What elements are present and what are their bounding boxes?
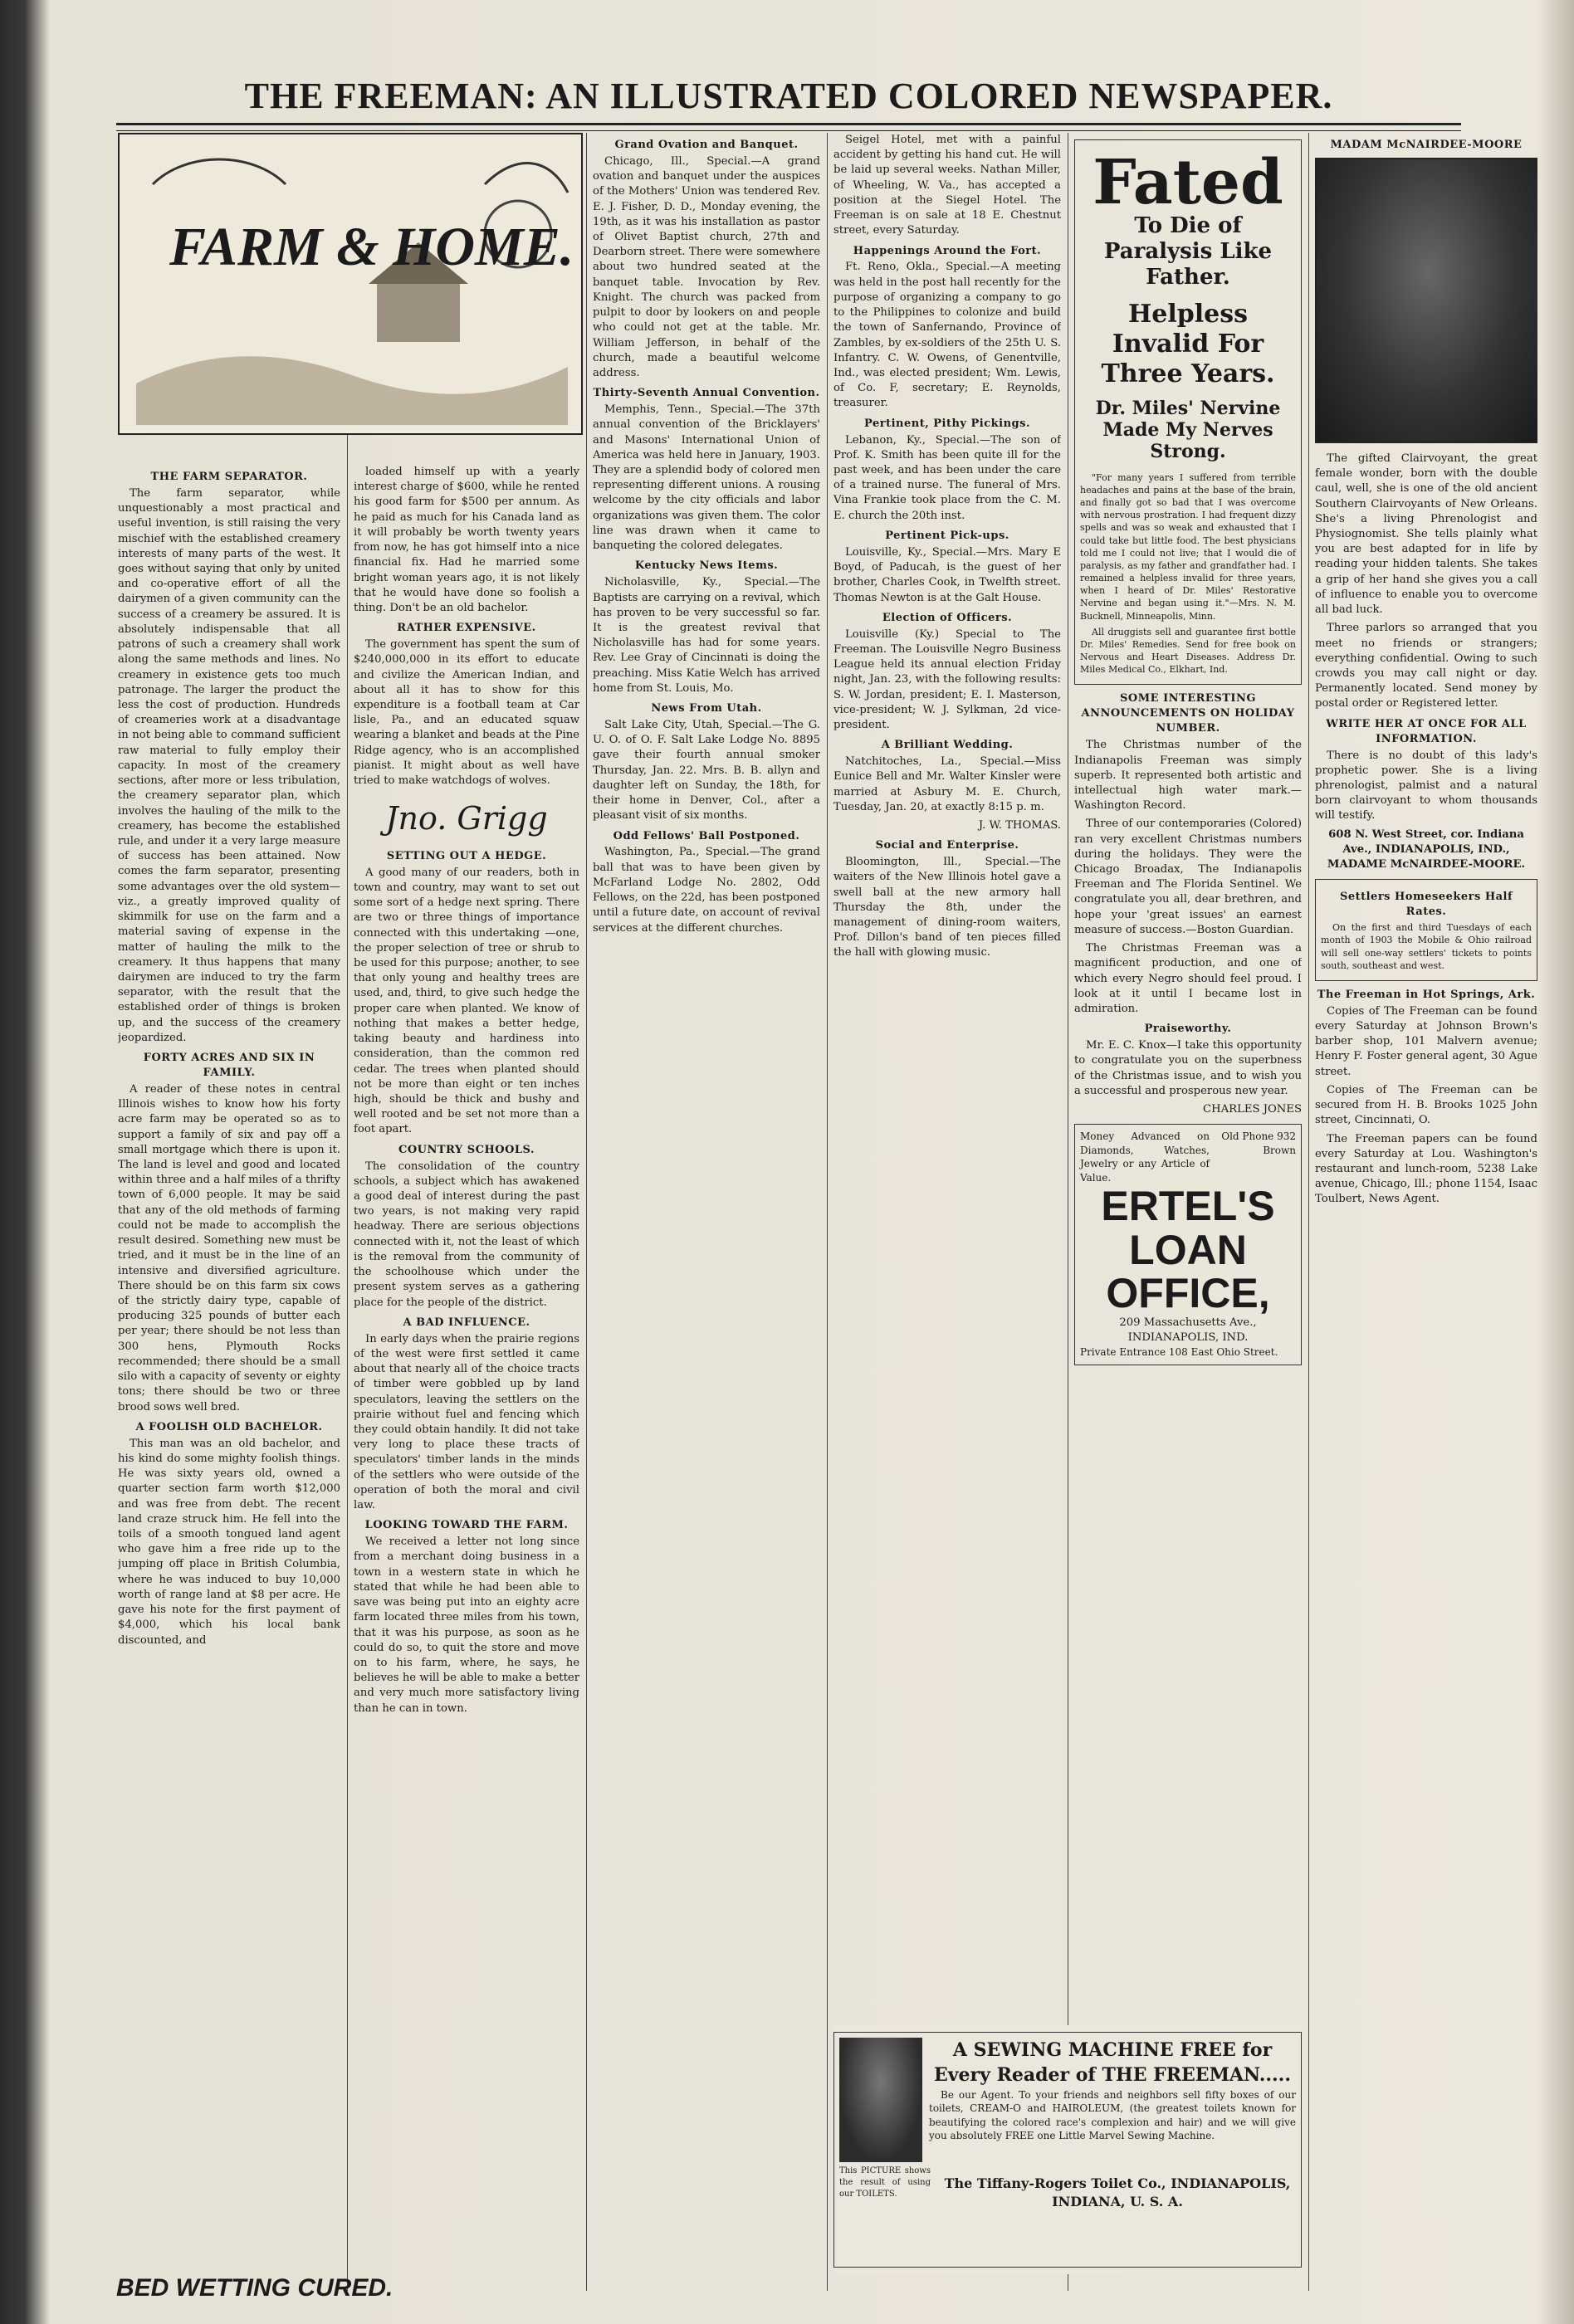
loan-office-ad xyxy=(1074,1124,1302,1365)
column-6 xyxy=(1315,133,1537,2258)
loan-ad-address: 209 Massachusetts Ave., INDIANAPOLIS, IND. xyxy=(1119,1316,1257,1345)
farm-home-banner xyxy=(118,133,583,435)
article-signature: J. W. THOMAS. xyxy=(978,819,1061,832)
woman-portrait-image xyxy=(839,2038,922,2162)
article-heading: A BAD INFLUENCE. xyxy=(403,1316,530,1329)
clairvoyant-portrait-image xyxy=(1315,158,1537,443)
article-paragraph: Ft. Reno, Okla., Special.—A meeting was held in the post hall recently for the purpose of organizing a company to go to the Philippines to colonize and build the town of Sanfernando, Province of Zambles, by ex-soldiers of the 25th U. S. Infantry. C. W. Owens, of Genentville, Ind., was elected president; Wm. Lewis, of Co. F, secretary; E. Reynolds, treasurer. xyxy=(833,261,1061,410)
article-paragraph: The farm separator, while unquestionably a most practical and useful invention, is still raising the very mischief with the established creamery interests of many parts of the west. It goes without saying that only by united and co-operative effort of all the dairymen of a given community can the success of a creamery be assured. It is absolutely indispensable that all patrons of such a creamery shall work along the same methods and lines. No creamery in existence gets too much patronage. The larger the product the less the cost of production. Hundreds of creameries work at a disadvantage in not being able to command sufficient raw material to fully employ their capacity. In most of the creamery sections, after more or less tribulation, the creamery separator plan, which involves the hauling of the milk to the creamery, has become the established rule, and under it a very large measure of success has been attained. Now comes the farm separator, presenting some advantages over the old system—viz., a greatly improved quality of skimmilk for use on the farm and a material saving of expense in the matter of hauling the milk to the creamery. It thus happens that many dairymen are induced to try the farm separator, with the result that the established order of things is broken up, and the success of the creamery jeopardized. xyxy=(118,486,340,1044)
loan-ad-name: ERTEL'S LOAN OFFICE, xyxy=(1101,1183,1275,1317)
loan-ad-phone: Old Phone 932 Brown xyxy=(1221,1130,1296,1156)
article-paragraph: The government has spent the sum of $240,000,000 in its effort to educate and civilize the American Indian, and about all it has to show for this expenditure is a football team at Car lisle, Pa., and an educated squaw wearing a blanket and beads at the Pine Ridge agency, who is an accomplished pianist. It might about as well have tried to make watchdogs of wolves. xyxy=(354,638,579,788)
article-paragraph: Bloomington, Ill., Special.—The waiters of the New Illinois hotel gave a swell ball at the new armory hall Thursday the 8th, under the management of dining-room waiters, Prof. Dillon's band of ten pieces filled the hall with glowing music. xyxy=(833,856,1061,959)
loan-ad-left: Money Advanced on Diamonds, Watches, Jewelry or any Article of Value. xyxy=(1080,1130,1210,1184)
dr-miles-ad xyxy=(1074,139,1302,685)
sewing-ad-company: The Tiffany-Rogers Toilet Co., INDIANAPOLIS, INDIANA, U. S. A. xyxy=(944,2175,1291,2210)
article-paragraph: The Freeman papers can be found every Saturday at Lou. Washington's restaurant and lunch-room, 5238 Lake avenue, Chicago, Ill.; phone 1154, Isaac Toulbert, News Agent. xyxy=(1315,1132,1537,1206)
sewing-ad-box xyxy=(833,2032,1302,2268)
article-paragraph: Lebanon, Ky., Special.—The son of Prof. K. Smith has been quite ill for the past week, and has been under the care of a trained nurse. The funeral of Mrs. Vina Frankie took place from the C. M. E. church the 20th inst. xyxy=(833,433,1061,522)
article-heading: A FOOLISH OLD BACHELOR. xyxy=(135,1420,323,1433)
article-heading: Thirty-Seventh Annual Convention. xyxy=(593,387,820,400)
article-paragraph: The Christmas Freeman was a magnificent production, and one of which every Negro should feel proud. I look at it until I became lost in admiration. xyxy=(1074,942,1302,1016)
ad-subheadline: To Die of Paralysis Like Father. xyxy=(1103,213,1273,290)
article-paragraph: Salt Lake City, Utah, Special.—The G. U. O. of O. F. Salt Lake Lodge No. 8895 gave their fourth annual smoker Thursday, Jan. 22. Mrs. B. B. allyn and daughter left on Sunday, the 18th, for their home in Denver, Col., after a pleasant visit of six months. xyxy=(593,718,820,823)
article-paragraph: On the first and third Tuesdays of each month of 1903 the Mobile & Ohio railroad will sell one-way settlers' tickets to points south, southeast and west. xyxy=(1321,922,1532,971)
loan-ad-top xyxy=(1080,1130,1296,1184)
article-heading: SOME INTERESTING ANNOUNCEMENTS ON HOLIDAY NUMBER. xyxy=(1081,692,1295,735)
article-paragraph: Chicago, Ill., Special.—A grand ovation and banquet under the auspices of the Mothers' Union was tendered Rev. E. J. Fisher, D. D., Monday evening, the 19th, as it was his installation as pastor of Olivet Baptist church, 27th and Dearborn street. There were somewhere about two hundred seated at the banquet table. Invocation by Rev. Knight. The church was packed from pulpit to door by lookers on and people who could not get at the table. Mr. William Jefferson, in behalf of the church, made a beautiful welcome address. xyxy=(593,154,820,379)
article-paragraph: Seigel Hotel, met with a painful accident by getting his hand cut. He will be laid up several weeks. Nathan Miller, of Wheeling, W. Va., has accepted a position at the Siegel Hotel. The Freeman is on sale at 18 E. Chestnut street, every Saturday. xyxy=(833,134,1061,237)
column-rule xyxy=(1308,133,1309,2291)
ad-footer: All druggists sell and guarantee first bottle Dr. Miles' Remedies. Send for free book on Nervous and Heart Diseases. Address Dr. Miles Medical Co., Elkhart, Ind. xyxy=(1080,626,1296,676)
article-paragraph: Memphis, Tenn., Special.—The 37th annual convention of the Bricklayers' and Masons' International Union of America was held here in January, 1903. They are a splendid body of colored men representing different unions. A rousing welcome by the city officials and labor organizations was given them. The color line was drawn when it came to banqueting the colored delegates. xyxy=(593,403,820,553)
article-heading: LOOKING TOWARD THE FARM. xyxy=(364,1519,569,1532)
clairvoyant-ad-heading: MADAM McNAIRDEE-MOORE xyxy=(1330,139,1523,151)
bed-wetting-ad: BED WETTING CURED. xyxy=(116,2274,394,2302)
article-heading: News From Utah. xyxy=(651,702,762,715)
masthead-rule xyxy=(116,123,1461,131)
farm-home-label: FARM & HOME. xyxy=(169,217,574,277)
column-rule xyxy=(827,133,828,2291)
article-heading: Praiseworthy. xyxy=(1144,1023,1232,1036)
article-paragraph: Louisville (Ky.) Special to The Freeman. The Louisville Negro Business League held its annual election Friday night, Jan. 23, with the following results: S. W. Jordan, president; E. I. Masterson, vice-president; W. J. Sylkman, 2d vice-president. xyxy=(833,627,1061,731)
article-heading: THE FARM SEPARATOR. xyxy=(150,471,308,483)
article-heading: Election of Officers. xyxy=(882,611,1013,624)
article-heading: COUNTRY SCHOOLS. xyxy=(398,1143,535,1156)
article-paragraph: This man was an old bachelor, and his kind do some mighty foolish things. He was sixty years old, owned a quarter section farm worth $12,000 and was free from debt. The recent land craze struck him. He fell into the toils of a smooth tongued land agent who gave him a free ride up to the jumping off place in British Columbia, where he was induced to buy 10,000 worth of range land at $8 per acre. He gave his note for the first payment of $4,000, which his local bank discounted, and xyxy=(118,1437,340,1647)
article-paragraph: Washington, Pa., Special.—The grand ball that was to have been given by McFarland Lodge No. 2802, Odd Fellows, on the 22d, has been postponed until a future date, on account of revival services at the different churches. xyxy=(593,846,820,935)
article-heading: Odd Fellows' Ball Postponed. xyxy=(613,829,800,842)
ad-headline: Fated xyxy=(1093,147,1283,218)
article-paragraph: Three of our contemporaries (Colored) ran very excellent Christmas numbers during the holidays. They were the Chicago Broadax, The Indianapolis Freeman and The Florida Sentinel. We congratulate you all, dear brethren, and hope your 'great issues' an earnest measure of success.—Boston Guardian. xyxy=(1074,818,1302,936)
article-paragraph: The gifted Clairvoyant, the great female wonder, born with the double caul, well, she is one of the old ancient Southern Clairvoyants of New Orleans. She's a living Phrenologist and Physiognomist. She tells plainly what you are best adapted for in life by reading your hidden talents. She takes a grip of her hand she gives you a call of influence to enable you to overcome all bad luck. xyxy=(1315,452,1537,617)
article-paragraph: Three parlors so arranged that you meet no friends or strangers; everything confidential. Owing to such crowds you may call night or day. Permanently located. Send money by postal order or Registered letter. xyxy=(1315,622,1537,710)
column-1 xyxy=(118,465,340,2249)
article-paragraph: Copies of The Freeman can be secured from H. B. Brooks 1025 John street, Cincinnati, O. xyxy=(1315,1083,1537,1127)
article-heading: SETTING OUT A HEDGE. xyxy=(386,849,547,862)
masthead-title: THE FREEMAN: AN ILLUSTRATED COLORED NEWSPAPER. xyxy=(244,76,1333,116)
column-3 xyxy=(593,133,820,2258)
article-heading: A Brilliant Wedding. xyxy=(881,739,1014,752)
column-2 xyxy=(354,465,579,2249)
article-paragraph: We received a letter not long since from a merchant doing business in a town in a western state in which he stated that while he had been able to save was being put into an eighty acre farm located three miles from his town, that it was his purpose, as soon as he could do so, to quit the store and move on to his farm, where, he says, he believes he will be able to make a better and very much more satisfactory living than he can in town. xyxy=(354,1536,579,1715)
article-signature: CHARLES JONES xyxy=(1203,1103,1302,1116)
article-paragraph: Mr. E. C. Knox—I take this opportunity to congratulate you on the superbness of the Christmas issue, and to wish you a successful and prosperous new year. xyxy=(1074,1039,1302,1097)
article-paragraph: The Christmas number of the Indianapolis Freeman was simply superb. It represented both artistic and intellectual high water mark.—Washington Record. xyxy=(1074,739,1302,813)
article-heading: Grand Ovation and Banquet. xyxy=(614,139,799,151)
article-heading: RATHER EXPENSIVE. xyxy=(397,622,536,635)
article-paragraph: There is no doubt of this lady's prophetic power. She is a living phrenologist, palmist and a natural born clairvoyant to whom thousands will testify. xyxy=(1315,749,1537,823)
article-heading: FORTY ACRES AND SIX IN FAMILY. xyxy=(143,1052,315,1079)
farm-home-banner-area xyxy=(118,133,583,448)
sewing-ad-body: Be our Agent. To your friends and neighbors sell fifty boxes of our toilets, CREAM-O and HAIROLEUM, (the greatest toilets known for beautifying the colored race's complexion and hair) and we will give you absolutely FREE one Little Marvel Sewing Machine. xyxy=(929,2088,1296,2142)
loan-ad-footer: Private Entrance 108 East Ohio Street. xyxy=(1080,1346,1278,1359)
sewing-ad-title: A SEWING MACHINE FREE for Every Reader of THE FREEMAN..... xyxy=(934,2039,1291,2087)
column-4 xyxy=(833,133,1061,2258)
article-paragraph: The consolidation of the country schools, a subject which has awakened a good deal of interest during the past two years, is not making very rapid headway. There are serious objections connected with it, not the least of which is the removal from the community of the schoolhouse which under the present system serves as a gathering place for the people of the district. xyxy=(354,1160,579,1309)
article-paragraph: Natchitoches, La., Special.—Miss Eunice Bell and Mr. Walter Kinsler were married at Asbury M. E. Church, Tuesday, Jan. 20, at exactly 8:15 p. m. xyxy=(833,755,1061,813)
article-heading: Pertinent Pick-ups. xyxy=(885,529,1009,542)
column-5 xyxy=(1074,133,1302,2258)
article-paragraph: Louisville, Ky., Special.—Mrs. Mary E Boyd, of Paducah, is the guest of her brother, Charles Cook, in Twelfth street. Thomas Newton is at the Galt House. xyxy=(833,545,1061,604)
article-heading: Happenings Around the Fort. xyxy=(853,244,1042,257)
article-paragraph: Nicholasville, Ky., Special.—The Baptists are carrying on a revival, which has proven to be very successful so far. It is the greatest revival that Nicholasville has had for some years. Rev. Lee Gray of Cincinnati is doing the preaching. Miss Katie Welch has arrived home from St. Louis, Mo. xyxy=(593,576,820,695)
article-paragraph: loaded himself up with a yearly interest charge of $600, while he rented his good farm for $500 per annum. As he paid as much for his Canada land as it will probably be worth twenty years from now, he has got himself into a nice financial fix. Had he married some bright woman years ago, it is not likely that he would have done so foolish a thing. Don't be an old bachelor. xyxy=(354,466,579,614)
sewing-machine-ad xyxy=(833,2025,1302,2274)
article-paragraph: In early days when the prairie regions of the west were first settled it came about that nearly all of the choice tracts of timber were gobbled up by land speculators, leaving the settlers on the prairie without fuel and fencing which they could obtain handily. It did not take very long to place these tracts of speculators' timber lands in the minds of the settlers who were outside of the operation of both the moral and civil law. xyxy=(354,1332,579,1512)
column-rule xyxy=(586,133,587,2291)
article-heading: Social and Enterprise. xyxy=(875,839,1019,852)
column-rule xyxy=(347,133,348,2291)
ad-subheadline: Helpless Invalid For Three Years. xyxy=(1101,299,1275,388)
editor-signature: Jno. Grigg xyxy=(385,800,548,837)
ad-body: "For many years I suffered from terrible headaches and pains at the base of the brain, and finally got so bad that I was overcome with nervous prostration. I had frequent dizzy spells and was so weak and exhausted that I could take but little food. The best physicians told me I could not live; that I would die of paralysis, as my father and grandfather had. I remained a helpless invalid for three years, when I heard of Dr. Miles' Restorative Nervine and began using it."—Mrs. N. M. Bucknell, Minneapolis, Minn. xyxy=(1080,471,1296,622)
article-heading: Kentucky News Items. xyxy=(634,559,779,573)
article-paragraph: Copies of The Freeman can be found every Saturday at Johnson Brown's barber shop, 101 Malvern avenue; Henry F. Foster general agent, 30 Ague street. xyxy=(1315,1004,1537,1078)
article-heading: Settlers Homeseekers Half Rates. xyxy=(1339,891,1513,919)
article-paragraph: A reader of these notes in central Illinois wishes to know how his forty acre farm may be operated so as to support a family of six and pay off a small mortgage which there is upon it. The land is level and good and located within three and a half miles of a thrifty town of 6,000 people. It may be said that any of the old methods of farming could not be made to accomplish the result desired. Something new must be tried, and it must be in the line of an intensive and diversified agriculture. There should be on this farm six cows of the strictly dairy type, capable of producing 325 pounds of butter each per year; there should be not less than 300 hens, Plymouth Rocks recommended; there should be a small silo with a capacity of seventy or eighty tons; there should be two or three brood sows well bred. xyxy=(118,1082,340,1413)
article-heading: The Freeman in Hot Springs, Ark. xyxy=(1317,988,1536,1001)
ad-subheadline: Dr. Miles' Nervine Made My Nerves Strong. xyxy=(1095,397,1281,463)
sewing-ad-caption: This PICTURE shows the result of using our TOILETS. xyxy=(839,2166,931,2199)
article-heading: Pertinent, Pithy Pickings. xyxy=(864,417,1030,430)
clairvoyant-address: 608 N. West Street, cor. Indiana Ave., INDIANAPOLIS, IND., MADAME McNAIRDEE-MOORE. xyxy=(1327,828,1526,872)
article-paragraph: A good many of our readers, both in town and country, may want to set out some sort of a hedge next spring. There are two or three things of importance connected with this undertaking —one, the proper selection of tree or shrub to be used for this purpose; another, to see that only young and healthy trees are used, and, third, to give such hedge the proper care when planted. We know of nothing that makes a better hedge, taking beauty and hardiness into consideration, than the common red cedar. The trees when planted should not be more than eight or ten inches high, should be thick and bushy and well rooted and be set not more than a foot apart. xyxy=(354,866,579,1136)
settlers-notice xyxy=(1315,879,1537,981)
article-heading: WRITE HER AT ONCE FOR ALL INFORMATION. xyxy=(1326,717,1527,745)
